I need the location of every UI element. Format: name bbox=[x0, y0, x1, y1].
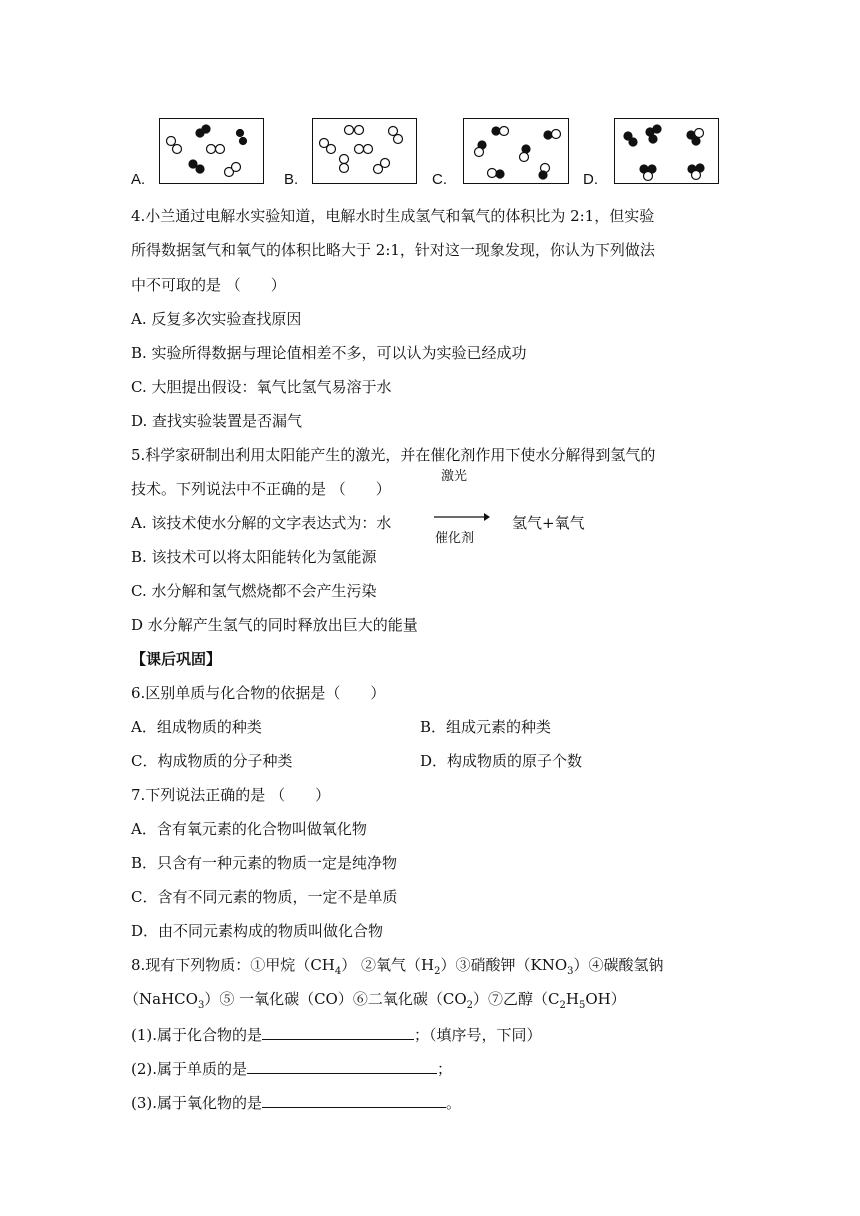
q8-subscript: 3 bbox=[567, 966, 574, 977]
q7-option-b: B．只含有一种元素的物质一定是纯净物 bbox=[131, 854, 398, 872]
q8-stem-line-1 bbox=[131, 955, 664, 975]
q7-option-d: D．由不同元素构成的物质叫做化合物 bbox=[131, 922, 384, 940]
q5-option-b: B. 该技术可以将太阳能转化为氢能源 bbox=[131, 548, 377, 566]
q4-option-a: A. 反复多次实验查找原因 bbox=[131, 310, 302, 328]
q5-arrow-top-label: 激光 bbox=[441, 469, 468, 484]
q4-stem-line-2: 所得数据氢气和氧气的体积比略大于 2:1，针对这一现象发现，你认为下列做法 bbox=[131, 241, 655, 259]
q4-option-d: D. 查找实验装置是否漏气 bbox=[131, 412, 303, 430]
q8-text: ）⑦乙醇（C bbox=[473, 990, 560, 1008]
option-a-label: A. bbox=[131, 171, 146, 188]
molecule-diagram-a-icon bbox=[159, 118, 264, 184]
molecule-diagram-c-icon bbox=[463, 118, 569, 184]
q8-subscript: 3 bbox=[197, 1000, 205, 1011]
q7-stem: 7.下列说法正确的是 （ ） bbox=[131, 786, 331, 804]
q6-option-a: A．组成物质的种类 bbox=[131, 718, 262, 736]
q5-option-d: D 水分解产生氢气的同时释放出巨大的能量 bbox=[131, 616, 418, 634]
q5-arrow-bottom-label: 催化剂 bbox=[435, 531, 475, 546]
q5-option-a bbox=[131, 513, 391, 533]
q4-option-c: C. 大胆提出假设：氧气比氢气易溶于水 bbox=[131, 378, 392, 396]
answer-blank-1[interactable] bbox=[262, 1023, 414, 1040]
q4-stem-line-3: 中不可取的是 （ ） bbox=[131, 276, 286, 294]
q8-part-2-label: (2).属于单质的是 bbox=[131, 1060, 248, 1078]
q8-text: 8.现有下列物质：①甲烷（CH bbox=[131, 956, 335, 974]
q8-subscript: 4 bbox=[334, 966, 342, 977]
q8-part-1 bbox=[131, 1023, 542, 1045]
q8-part-1-label: (1).属于化合物的是 bbox=[131, 1026, 263, 1044]
q5-stem-line-2: 技术。下列说法中不正确的是 （ ） bbox=[131, 480, 391, 498]
q8-subscript: 2 bbox=[466, 1000, 474, 1011]
q8-part-1-suffix: ；（填序号，下同） bbox=[414, 1026, 542, 1044]
q4-stem-line-1: 4.小兰通过电解水实验知道，电解水时生成氢气和氧气的体积比为 2:1，但实验 bbox=[131, 207, 655, 225]
q8-part-2 bbox=[131, 1057, 452, 1079]
q6-option-d: D．构成物质的原子个数 bbox=[420, 752, 583, 770]
section-heading: 【课后巩固】 bbox=[131, 650, 222, 668]
q8-stem-line-2 bbox=[124, 989, 626, 1009]
q8-text: ）④碳酸氢钠 bbox=[573, 956, 664, 974]
q5-option-a-prefix: A. 该技术使水分解的文字表达式为：水 bbox=[131, 514, 392, 532]
q6-option-b: B．组成元素的种类 bbox=[420, 718, 552, 736]
q8-subscript: 5 bbox=[578, 1000, 586, 1011]
q8-text: ）③硝酸钾（KNO bbox=[440, 956, 568, 974]
answer-blank-3[interactable] bbox=[262, 1091, 446, 1108]
q6-stem: 6.区别单质与化合物的依据是（ ） bbox=[131, 684, 386, 702]
reaction-arrow-icon bbox=[434, 510, 490, 524]
q8-text: ） ②氧气（H bbox=[341, 956, 435, 974]
q5-products: 氢气+氧气 bbox=[512, 514, 585, 532]
molecule-diagram-d-icon bbox=[614, 118, 719, 184]
q8-part-2-suffix: ； bbox=[437, 1060, 453, 1078]
q8-part-3 bbox=[131, 1091, 461, 1113]
q8-subscript: 2 bbox=[434, 966, 441, 977]
q7-option-a: A．含有氧元素的化合物叫做氧化物 bbox=[131, 820, 367, 838]
option-b-label: B. bbox=[284, 171, 299, 188]
option-d-label: D. bbox=[583, 171, 598, 188]
q8-text: （NaHCO bbox=[124, 990, 198, 1008]
molecule-diagram-b-icon bbox=[312, 118, 417, 184]
q8-part-3-suffix: 。 bbox=[446, 1094, 462, 1112]
q8-subscript: 2 bbox=[559, 1000, 566, 1011]
q8-part-3-label: (3).属于氧化物的是 bbox=[131, 1094, 263, 1112]
q6-option-c: C．构成物质的分子种类 bbox=[131, 752, 293, 770]
q5-option-c: C. 水分解和氢气燃烧都不会产生污染 bbox=[131, 582, 377, 600]
q8-text: H bbox=[565, 990, 579, 1008]
q4-option-b: B. 实验所得数据与理论值相差不多，可以认为实验已经成功 bbox=[131, 344, 527, 362]
q5-stem-line-1: 5.科学家研制出利用太阳能产生的激光，并在催化剂作用下使水分解得到氢气的 bbox=[131, 446, 656, 464]
q7-option-c: C．含有不同元素的物质，一定不是单质 bbox=[131, 888, 398, 906]
q8-text: OH） bbox=[585, 990, 626, 1008]
q8-text: ）⑤ 一氧化碳（CO）⑥二氧化碳（CO bbox=[204, 990, 467, 1008]
answer-blank-2[interactable] bbox=[247, 1057, 437, 1074]
option-c-label: C. bbox=[432, 171, 447, 188]
